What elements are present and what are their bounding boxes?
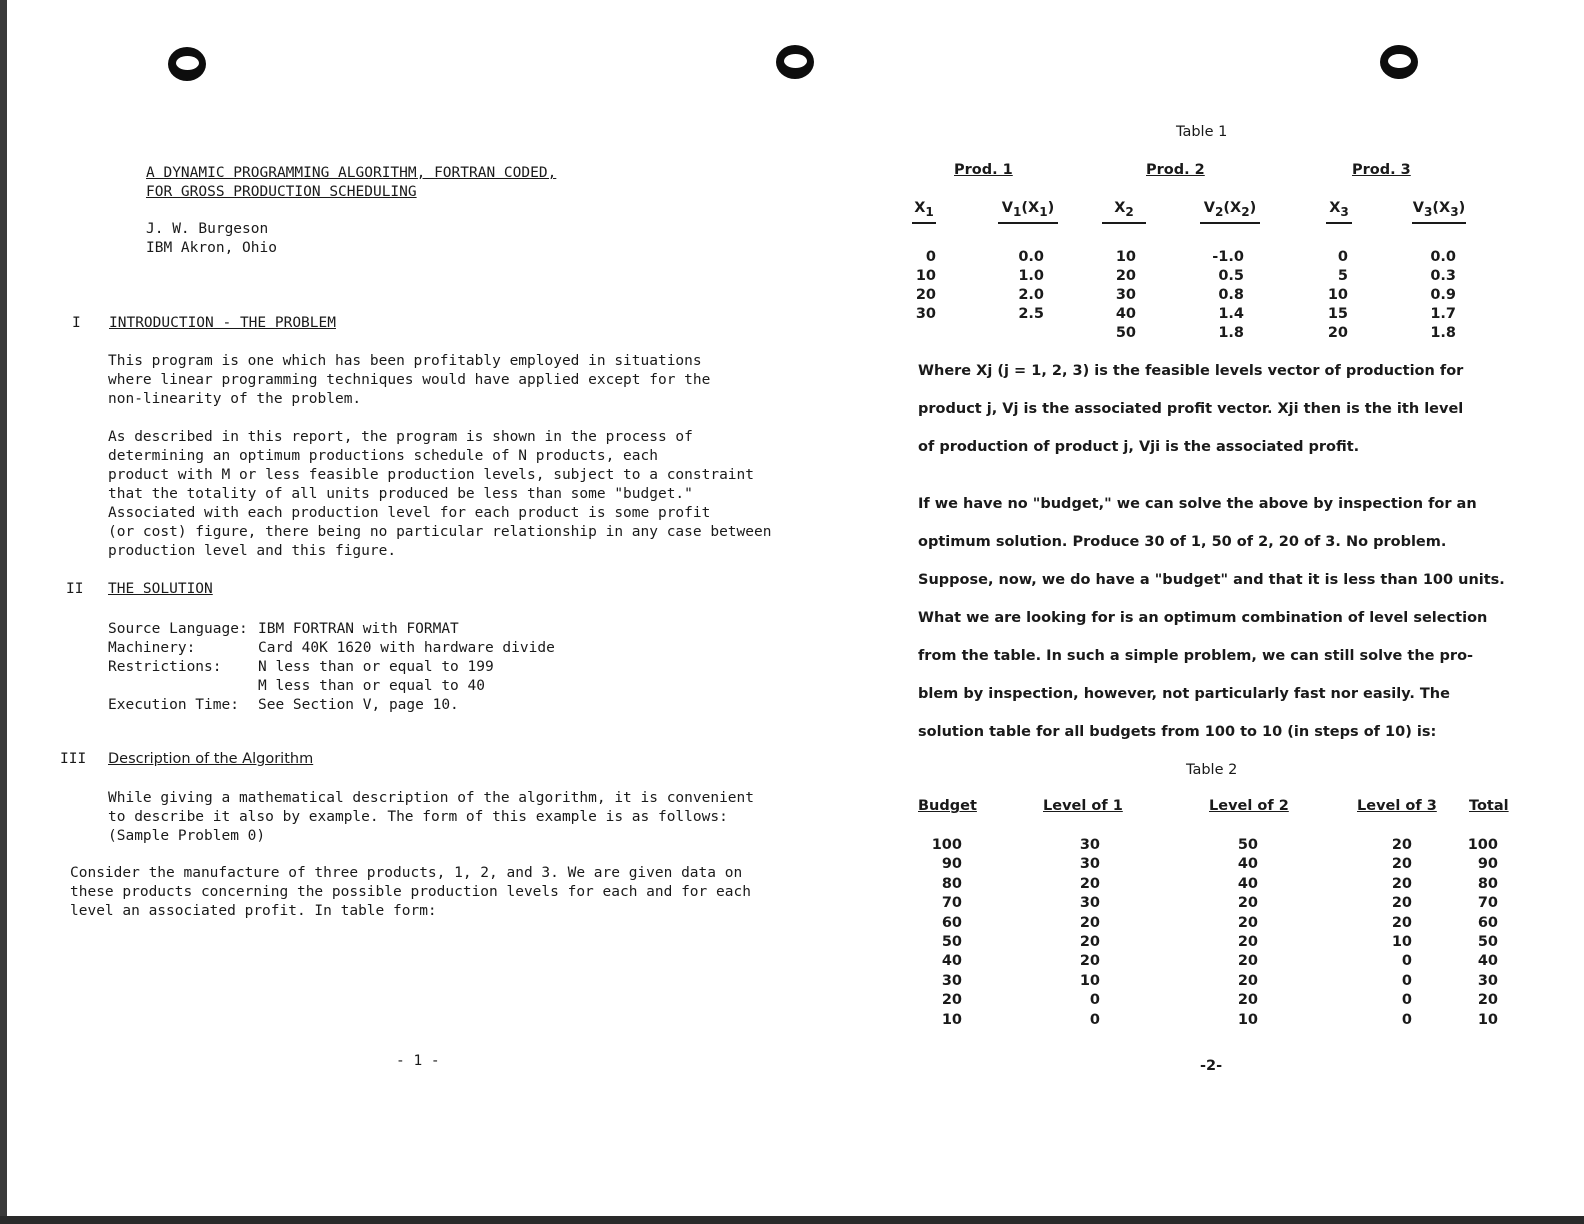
table1-cell: -1.0 [1212, 249, 1244, 265]
text-line: of production of product j, Vji is the associated profit. [918, 439, 1360, 455]
table2-column-header: Level of 2 [1209, 798, 1289, 814]
text-line: non-linearity of the problem. [108, 391, 362, 407]
table2-cell: 70 [1477, 895, 1498, 912]
text-line: optimum solution. Produce 30 of 1, 50 of 2, 20 of 3. No problem. [918, 534, 1447, 550]
table2-column [1466, 836, 1498, 1030]
text-line: these products concerning the possible production levels for each and for each [70, 884, 751, 900]
punch-hole-icon [1380, 45, 1418, 79]
table1-column-header: $X_2$ [1102, 200, 1146, 224]
text-line: Where Xj (j = 1, 2, 3) is the feasible levels vector of production for [918, 363, 1464, 379]
paragraph [70, 864, 770, 921]
table2-cell: 80 [1477, 875, 1498, 892]
text-line: level an associated profit. In table form: [70, 903, 437, 919]
table2-cell: 80 [941, 875, 962, 892]
table2-column-header: Level of 1 [1043, 798, 1123, 814]
text-line: While giving a mathematical description of the algorithm, it is convenient [108, 790, 755, 806]
table2-cell: 40 [1477, 953, 1498, 970]
table1-group-header: Prod. 3 [1352, 162, 1411, 178]
table2-cell: 30 [1079, 837, 1100, 853]
spec-key [108, 677, 258, 696]
table2-cell: 100 [1467, 837, 1498, 853]
table1-cell: 10 [1115, 249, 1136, 265]
scan-bottom-edge [0, 1216, 1584, 1224]
table2-cell: 50 [1237, 837, 1258, 853]
table2-cell: 10 [1079, 972, 1100, 989]
text-line: (or cost) figure, there being no particular relationship in any case between [108, 524, 772, 540]
table1-column-header: $V_1(X_1)$ [998, 200, 1058, 224]
text-line: As described in this report, the program is shown in the process of [108, 429, 693, 445]
table2-cell: 20 [1237, 992, 1258, 1009]
table1-column-header: $X_3$ [1326, 200, 1352, 224]
table2-cell: 20 [1079, 953, 1100, 970]
table2-cell: 20 [1237, 933, 1258, 950]
table2-cell: 0 [1089, 1011, 1100, 1028]
table1-cell: 40 [1115, 306, 1136, 322]
table2-cell: 20 [1391, 837, 1412, 853]
table1-cell: 0.5 [1218, 268, 1244, 284]
text-line: (Sample Problem 0) [108, 828, 266, 844]
table1-cell: 5 [1337, 268, 1348, 284]
table2-cell: 60 [941, 914, 962, 931]
table2-cell: 0 [1401, 992, 1412, 1009]
spec-key: Execution Time: [108, 697, 239, 713]
subscript: 2 [1241, 204, 1250, 219]
text-line: that the totality of all units produced be less than some "budget." [108, 486, 693, 502]
spec-row [108, 620, 555, 639]
table1-cell: 1.8 [1218, 325, 1244, 341]
section-numeral: III [60, 751, 87, 767]
section-heading: THE SOLUTION [108, 581, 213, 597]
text-line: Suppose, now, we do have a "budget" and that it is less than 100 units. [918, 572, 1505, 588]
spec-table [108, 620, 555, 715]
spec-row [108, 696, 555, 715]
page-1 [0, 0, 790, 1216]
table2-column [1226, 836, 1258, 1030]
table2-cell: 10 [1237, 1011, 1258, 1028]
spec-value: Card 40K 1620 with hardware divide [258, 640, 555, 656]
spec-value: See Section V, page 10. [258, 697, 459, 713]
table1-cell: 15 [1327, 306, 1348, 322]
table1-column [1006, 248, 1044, 324]
table2-cell: 100 [931, 837, 962, 853]
spec-value: IBM FORTRAN with FORMAT [258, 621, 459, 637]
table1-cell: 0.9 [1430, 287, 1456, 303]
table1-column [1416, 248, 1456, 343]
table2-cell: 30 [1079, 895, 1100, 912]
table2-column-header: Budget [918, 798, 977, 814]
table1-column [910, 248, 936, 324]
table2-cell: 20 [1391, 895, 1412, 912]
subscript: 2 [1125, 204, 1134, 219]
table1-cell: 1.8 [1430, 325, 1456, 341]
table1-cell: 1.0 [1018, 268, 1044, 284]
spec-row [108, 677, 555, 696]
table2-cell: 10 [941, 1011, 962, 1028]
table2-cell: 0 [1401, 972, 1412, 989]
paragraph [108, 352, 768, 409]
table1-cell: 30 [1115, 287, 1136, 303]
table1-cell: 10 [1327, 287, 1348, 303]
document-title [146, 164, 556, 202]
table1-column [1198, 248, 1244, 343]
subscript: 1 [1039, 204, 1048, 219]
text-line: production level and this figure. [108, 543, 397, 559]
table2-cell: 10 [1391, 933, 1412, 950]
table2-column [1070, 836, 1100, 1030]
section-numeral: II [66, 581, 84, 597]
table2-caption: Table 2 [1186, 762, 1238, 778]
table1-cell: 0 [925, 249, 936, 265]
spec-row [108, 639, 555, 658]
author-block [146, 220, 277, 258]
table1-cell: 20 [915, 287, 936, 303]
subscript: 3 [1423, 204, 1433, 219]
table1-cell: 0.3 [1430, 268, 1456, 284]
table1-column-header: $V_2(X_2)$ [1200, 200, 1260, 224]
table2-cell: 20 [1391, 875, 1412, 892]
table1-cell: 20 [1115, 268, 1136, 284]
table2-cell: 60 [1477, 914, 1498, 931]
paragraph [108, 428, 772, 561]
table2-cell: 0 [1401, 953, 1412, 970]
text-line: where linear programming techniques would have applied except for the [108, 372, 711, 388]
table1-cell: 0 [1337, 249, 1348, 265]
subscript: 1 [1012, 204, 1022, 219]
table2-cell: 20 [1391, 914, 1412, 931]
table2-column-header: Total [1469, 798, 1509, 814]
paragraph [108, 789, 768, 846]
table2-cell: 40 [1237, 856, 1258, 873]
table2-cell: 20 [1237, 914, 1258, 931]
table1-caption: Table 1 [1176, 124, 1228, 140]
text-line: blem by inspection, however, not particularly fast nor easily. The [918, 686, 1450, 702]
explanation-paragraph [918, 485, 1538, 751]
table2-cell: 30 [1079, 856, 1100, 873]
table2-cell: 20 [1237, 972, 1258, 989]
table2-cell: 40 [941, 953, 962, 970]
section-numeral: I [72, 315, 81, 331]
table2-column-header: Level of 3 [1357, 798, 1437, 814]
page-2 [790, 0, 1584, 1216]
table2-cell: 70 [941, 895, 962, 912]
text-line: solution table for all budgets from 100 to 10 (in steps of 10) is: [918, 724, 1437, 740]
spec-value: N less than or equal to 199 [258, 659, 494, 675]
table2-cell: 40 [1237, 875, 1258, 892]
explanation-paragraph [918, 352, 1538, 466]
table2-cell: 20 [1237, 953, 1258, 970]
subscript: 3 [1340, 204, 1349, 219]
page-number: - 1 - [396, 1053, 440, 1069]
table1-group-header: Prod. 1 [954, 162, 1013, 178]
table2-cell: 90 [1477, 856, 1498, 873]
table1-cell: 0.0 [1018, 249, 1044, 265]
table1-cell: 10 [915, 268, 936, 284]
punch-hole-icon [168, 47, 206, 81]
table2-cell: 50 [1477, 933, 1498, 950]
text-line: product j, Vj is the associated profit vector. Xji then is the ith level [918, 401, 1464, 417]
table1-group-header: Prod. 2 [1146, 162, 1205, 178]
text-line: Consider the manufacture of three products, 1, 2, and 3. We are given data on [70, 865, 743, 881]
table2-cell: 20 [1477, 992, 1498, 1009]
table2-cell: 20 [1079, 933, 1100, 950]
spec-value: M less than or equal to 40 [258, 678, 485, 694]
table1-cell: 30 [915, 306, 936, 322]
text-line: If we have no "budget," we can solve the above by inspection for an [918, 496, 1477, 512]
text-line: product with M or less feasible production levels, subject to a constraint [108, 467, 755, 483]
title-line: FOR GROSS PRODUCTION SCHEDULING [146, 184, 417, 200]
text-line: What we are looking for is an optimum combination of level selection [918, 610, 1488, 626]
table2-column [926, 836, 962, 1030]
table1-cell: 0.0 [1430, 249, 1456, 265]
table2-cell: 0 [1401, 1011, 1412, 1028]
table1-column-header: $X_1$ [912, 200, 936, 224]
page-number: -2- [1200, 1058, 1223, 1074]
table1-column [1112, 248, 1136, 343]
text-line: Associated with each production level for each product is some profit [108, 505, 711, 521]
section-heading: INTRODUCTION - THE PROBLEM [109, 315, 336, 331]
table1-column-header: $V_3(X_3)$ [1412, 200, 1466, 224]
table2-cell: 10 [1477, 1011, 1498, 1028]
spec-key: Source Language: [108, 621, 248, 637]
table2-cell: 20 [1391, 856, 1412, 873]
table2-cell: 0 [1089, 992, 1100, 1009]
table2-column [1380, 836, 1412, 1030]
table2-cell: 50 [941, 933, 962, 950]
title-line: A DYNAMIC PROGRAMMING ALGORITHM, FORTRAN CODED, [146, 165, 557, 181]
table2-cell: 20 [1237, 895, 1258, 912]
table2-cell: 30 [1477, 972, 1498, 989]
spec-row [108, 658, 555, 677]
author-name: J. W. Burgeson [146, 221, 269, 237]
table2-cell: 20 [1079, 875, 1100, 892]
text-line: to describe it also by example. The form of this example is as follows: [108, 809, 728, 825]
table1-cell: 50 [1115, 325, 1136, 341]
spec-key: Machinery: [108, 640, 196, 656]
table1-cell: 2.5 [1018, 306, 1044, 322]
table1-cell: 1.7 [1430, 306, 1456, 322]
subscript: 1 [925, 204, 934, 219]
subscript: 3 [1450, 204, 1459, 219]
table2-cell: 20 [1079, 914, 1100, 931]
table1-cell: 1.4 [1218, 306, 1244, 322]
section-heading: Description of the Algorithm [108, 751, 314, 767]
table2-cell: 30 [941, 972, 962, 989]
table1-cell: 20 [1327, 325, 1348, 341]
table2-cell: 20 [941, 992, 962, 1009]
table1-cell: 2.0 [1018, 287, 1044, 303]
table2-cell: 90 [941, 856, 962, 873]
text-line: from the table. In such a simple problem, we can still solve the pro- [918, 648, 1474, 664]
text-line: determining an optimum productions schedule of N products, each [108, 448, 658, 464]
subscript: 2 [1214, 204, 1224, 219]
spec-key: Restrictions: [108, 659, 222, 675]
table1-column [1314, 248, 1348, 343]
text-line: This program is one which has been profitably employed in situations [108, 353, 702, 369]
table1-cell: 0.8 [1218, 287, 1244, 303]
author-affiliation: IBM Akron, Ohio [146, 240, 277, 256]
